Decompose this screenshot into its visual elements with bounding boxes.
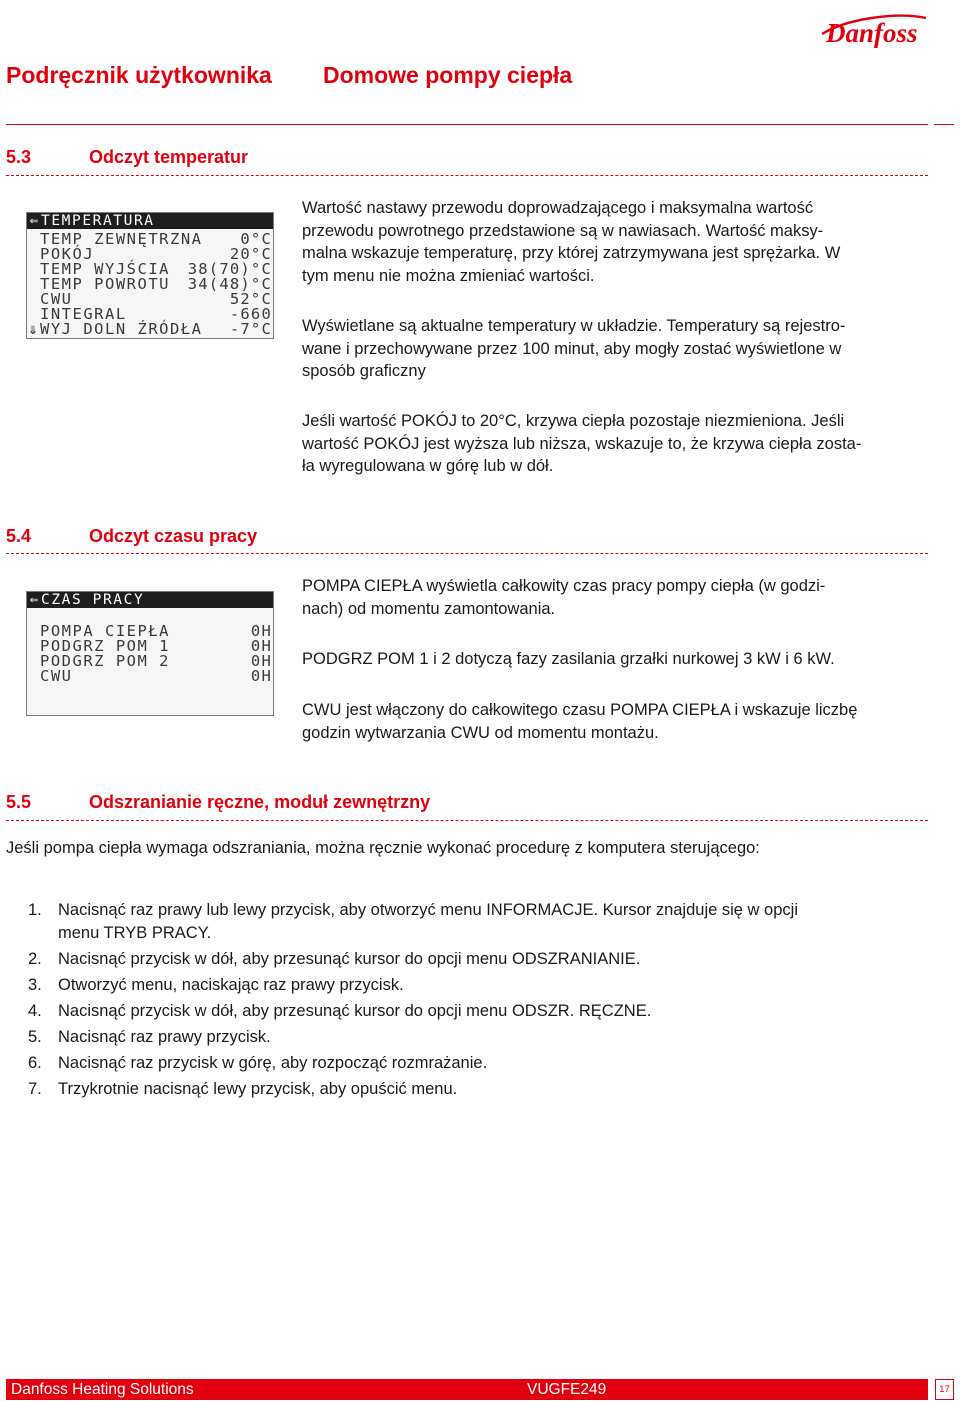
list-item bbox=[6, 948, 926, 971]
step-number: 2. bbox=[28, 949, 42, 968]
footer-document-code: VUGFE249 bbox=[527, 1381, 607, 1398]
text-line: wane i przechowywane przez 100 minut, aby mogły zostać wyświetlone w bbox=[302, 339, 842, 358]
paragraph-setpoint-values bbox=[302, 197, 932, 287]
back-arrow-icon: ⇐ bbox=[29, 213, 39, 229]
text-line: Wyświetlane są aktualne temperatury w układzie. Temperatury są rejestro- bbox=[302, 317, 846, 335]
text-line: wartość POKÓJ jest wyższa lub niższa, wskazuje to, że krzywa ciepła zosta- bbox=[302, 434, 862, 453]
section-5-3-number: 5.3 bbox=[6, 147, 32, 167]
lcd-runtime-display bbox=[26, 591, 274, 716]
lcd-header bbox=[27, 592, 273, 608]
back-arrow-icon: ⇐ bbox=[29, 592, 39, 608]
step-text: Trzykrotnie nacisnąć lewy przycisk, aby opuścić menu. bbox=[58, 1079, 458, 1098]
step-number: 5. bbox=[28, 1027, 42, 1046]
list-item bbox=[6, 1026, 926, 1049]
list-item bbox=[6, 1000, 926, 1023]
text-line: Jeśli wartość POKÓJ to 20°C, krzywa ciepła pozostaje niezmieniona. Jeśli bbox=[302, 412, 845, 430]
text-line: malna wskazuje temperaturę, przy której zatrzymywana jest sprężarka. W bbox=[302, 244, 841, 262]
lcd-row-value: 0H bbox=[250, 667, 272, 685]
text-line: godzin wytwarzania CWU od momentu montażu. bbox=[302, 723, 659, 742]
danfoss-logo bbox=[818, 4, 930, 50]
section-5-3-title: Odczyt temperatur bbox=[89, 147, 249, 167]
lcd-row-label: TEMP POWROTU bbox=[40, 275, 170, 293]
footer-company: Danfoss Heating Solutions bbox=[11, 1381, 194, 1398]
text-line: ła wyregulowana w górę lub w dół. bbox=[302, 457, 554, 475]
lcd-row-value: 20°C bbox=[229, 245, 272, 263]
step-text: Nacisnąć raz prawy przycisk. bbox=[58, 1027, 271, 1046]
lcd-row-value: 0°C bbox=[240, 230, 272, 248]
lcd-row-label: TEMP WYJŚCIA bbox=[40, 260, 170, 278]
text-line: sposób graficzny bbox=[302, 362, 426, 380]
list-item bbox=[6, 1078, 926, 1101]
lcd-row-label: CWU bbox=[40, 290, 73, 308]
lcd-row-label: TEMP ZEWNĘTRZNA bbox=[40, 230, 203, 248]
lcd-row-value: 52°C bbox=[229, 290, 272, 308]
section-divider bbox=[6, 175, 928, 176]
list-item bbox=[6, 1052, 926, 1075]
step-text: Nacisnąć raz prawy lub lewy przycisk, aby otworzyć menu INFORMACJE. Kursor znajduje się w opcji bbox=[58, 901, 798, 919]
lcd-row-label: POMPA CIEPŁA bbox=[40, 622, 170, 640]
lcd-header bbox=[27, 213, 273, 229]
lcd-row-label: CWU bbox=[40, 667, 73, 685]
scroll-down-arrow-icon: ⇓ bbox=[28, 320, 38, 338]
step-number: 6. bbox=[28, 1053, 42, 1072]
list-item bbox=[6, 899, 926, 944]
lcd-row-label: INTEGRAL bbox=[40, 305, 127, 323]
header-rule bbox=[6, 124, 928, 125]
section-divider bbox=[6, 553, 928, 554]
text-line: CWU jest włączony do całkowitego czasu POMPA CIEPŁA i wskazuje liczbę bbox=[302, 701, 858, 719]
manual-title: Podręcznik użytkownika bbox=[6, 62, 272, 88]
text-line: Wartość nastawy przewodu doprowadzającego i maksymalna wartość bbox=[302, 199, 814, 217]
step-number: 4. bbox=[28, 1001, 42, 1020]
section-divider bbox=[6, 820, 928, 821]
step-number: 1. bbox=[28, 901, 42, 919]
text-line: PODGRZ POM 1 i 2 dotyczą fazy zasilania grzałki nurkowej 3 kW i 6 kW. bbox=[302, 650, 835, 668]
step-number: 3. bbox=[28, 975, 42, 994]
step-number: 7. bbox=[28, 1079, 42, 1098]
lcd-row-value: 38(70)°C bbox=[187, 260, 272, 278]
lcd-row bbox=[40, 669, 273, 684]
lcd-title: TEMPERATURA bbox=[41, 213, 155, 229]
step-text: Nacisnąć przycisk w dół, aby przesunąć kursor do opcji menu ODSZR. RĘCZNE. bbox=[58, 1001, 652, 1020]
lcd-row-value: 0H bbox=[250, 652, 272, 670]
step-text: Nacisnąć przycisk w dół, aby przesunąć kursor do opcji menu ODSZRANIANIE. bbox=[58, 949, 641, 968]
section-5-4-title: Odczyt czasu pracy bbox=[89, 526, 258, 546]
footer-bar bbox=[6, 1379, 928, 1400]
page-number: 17 bbox=[935, 1379, 954, 1400]
lcd-row-value: -7°C bbox=[229, 320, 272, 338]
text-line: tym menu nie można zmieniać wartości. bbox=[302, 266, 595, 285]
section-5-5-title: Odszranianie ręczne, moduł zewnętrzny bbox=[89, 792, 431, 812]
lcd-row bbox=[28, 320, 273, 338]
product-title: Domowe pompy ciepła bbox=[323, 62, 573, 88]
text-line: przewodu powrotnego przedstawione są w nawiasach. Wartość maksy- bbox=[302, 221, 824, 240]
step-text: Nacisnąć raz przycisk w górę, aby rozpocząć rozmrażanie. bbox=[58, 1053, 488, 1072]
lcd-title: CZAS PRACY bbox=[41, 592, 145, 608]
header-rule-tick bbox=[934, 124, 954, 125]
paragraph-room-value bbox=[302, 410, 932, 478]
paragraph-heater-phases bbox=[302, 648, 932, 671]
lcd-temperature-display bbox=[26, 212, 274, 339]
paragraph-defrost-intro: Jeśli pompa ciepła wymaga odszraniania, można ręcznie wykonać procedurę z komputera sterującego: bbox=[6, 839, 760, 857]
paragraph-dhw-runtime bbox=[302, 699, 932, 744]
lcd-row-label: WYJ DOLN ŹRÓDŁA bbox=[40, 320, 203, 338]
list-item bbox=[6, 974, 926, 997]
text-line: POMPA CIEPŁA wyświetla całkowity czas pracy pompy ciepła (w godzi- bbox=[302, 577, 826, 595]
section-5-5-number: 5.5 bbox=[6, 792, 32, 812]
step-text: menu TRYB PRACY. bbox=[58, 923, 212, 942]
section-5-4-number: 5.4 bbox=[6, 526, 32, 546]
lcd-row-value: 0H bbox=[250, 622, 272, 640]
lcd-row-value: 0H bbox=[250, 637, 272, 655]
logo-wordmark: Danfoss bbox=[826, 18, 918, 48]
step-text: Otworzyć menu, naciskając raz prawy przycisk. bbox=[58, 975, 404, 994]
lcd-row-label: PODGRZ POM 2 bbox=[40, 652, 170, 670]
lcd-row-label: PODGRZ POM 1 bbox=[40, 637, 170, 655]
lcd-row bbox=[40, 654, 273, 669]
lcd-row-label: POKÓJ bbox=[40, 245, 95, 263]
lcd-row-value: -660 bbox=[229, 305, 272, 323]
paragraph-heat-pump-runtime bbox=[302, 575, 932, 620]
defrost-steps-list bbox=[6, 899, 926, 1104]
paragraph-current-temps bbox=[302, 315, 932, 383]
lcd-row-value: 34(48)°C bbox=[187, 275, 272, 293]
text-line: nach) od momentu zamontowania. bbox=[302, 599, 556, 618]
